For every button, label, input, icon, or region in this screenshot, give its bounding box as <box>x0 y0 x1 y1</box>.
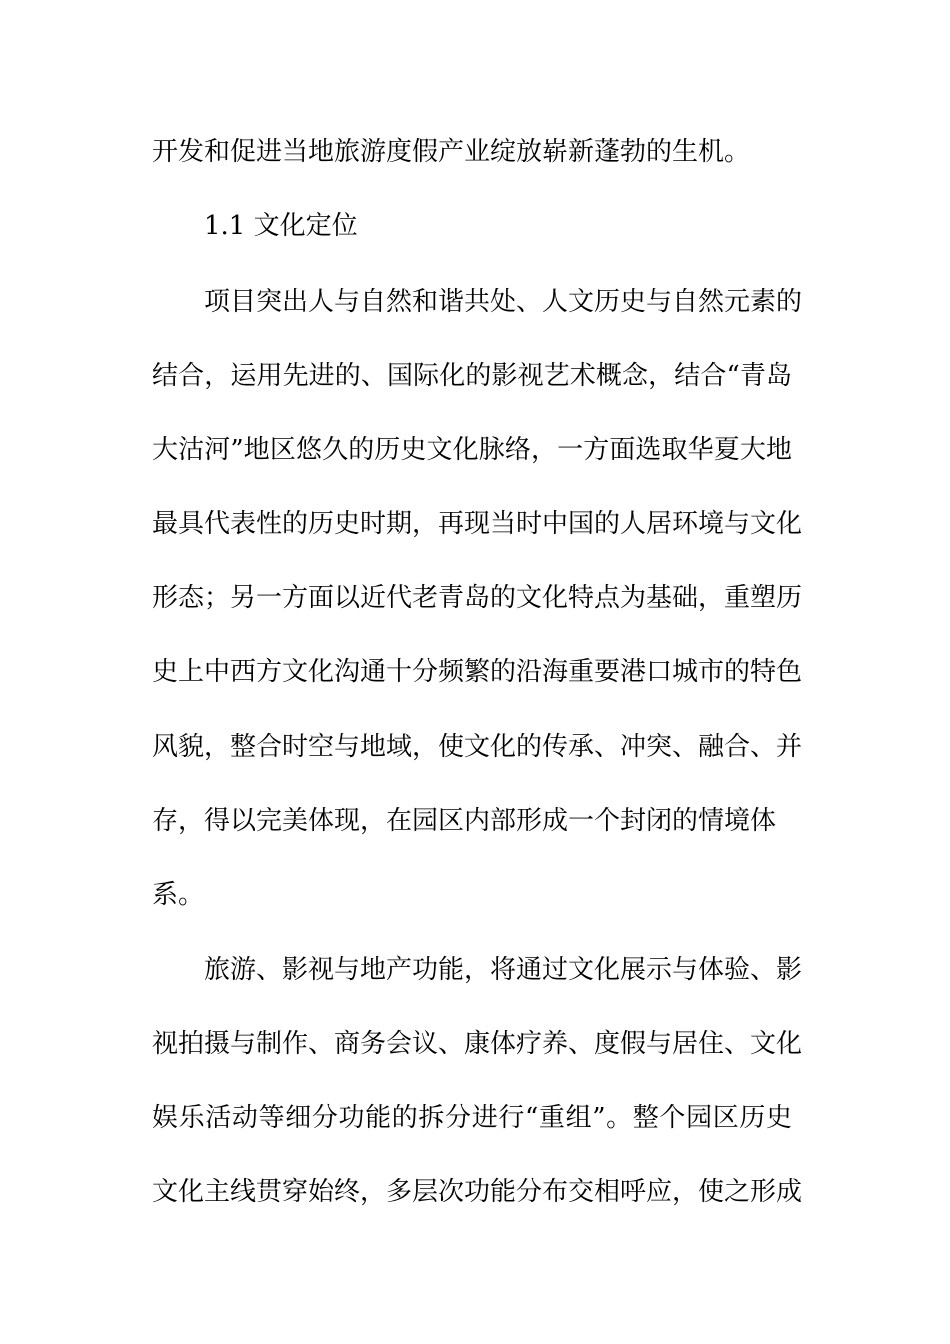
paragraph-line: 大沽河”地区悠久的历史文化脉络，一方面选取华夏大地 <box>152 435 792 465</box>
paragraph-line: 结合，运用先进的、国际化的影视艺术概念，结合“青岛 <box>152 361 792 391</box>
paragraph-line: 风貌，整合时空与地域，使文化的传承、冲突、融合、并 <box>152 732 803 762</box>
paragraph-line: 开发和促进当地旅游度假产业绽放崭新蓬勃的生机。 <box>152 137 751 167</box>
paragraph-line: 视拍摄与制作、商务会议、康体疗养、度假与居住、文化 <box>152 1029 803 1059</box>
section-heading: 1.1 文化定位 <box>204 211 358 241</box>
paragraph-line: 史上中西方文化沟通十分频繁的沿海重要港口城市的特色 <box>152 657 803 687</box>
paragraph-line: 旅游、影视与地产功能，将通过文化展示与体验、影 <box>204 955 803 985</box>
paragraph-line: 文化主线贯穿始终，多层次功能分布交相呼应，使之形成 <box>152 1177 803 1207</box>
paragraph-line: 娱乐活动等细分功能的拆分进行“重组”。整个园区历史 <box>152 1103 792 1133</box>
paragraph-line: 项目突出人与自然和谐共处、人文历史与自然元素的 <box>204 287 803 317</box>
paragraph-line: 系。 <box>152 880 205 910</box>
paragraph-line: 形态；另一方面以近代老青岛的文化特点为基础，重塑历 <box>152 583 803 613</box>
paragraph-line: 最具代表性的历史时期，再现当时中国的人居环境与文化 <box>152 509 803 539</box>
paragraph-line: 存，得以完美体现，在园区内部形成一个封闭的情境体 <box>152 806 777 836</box>
